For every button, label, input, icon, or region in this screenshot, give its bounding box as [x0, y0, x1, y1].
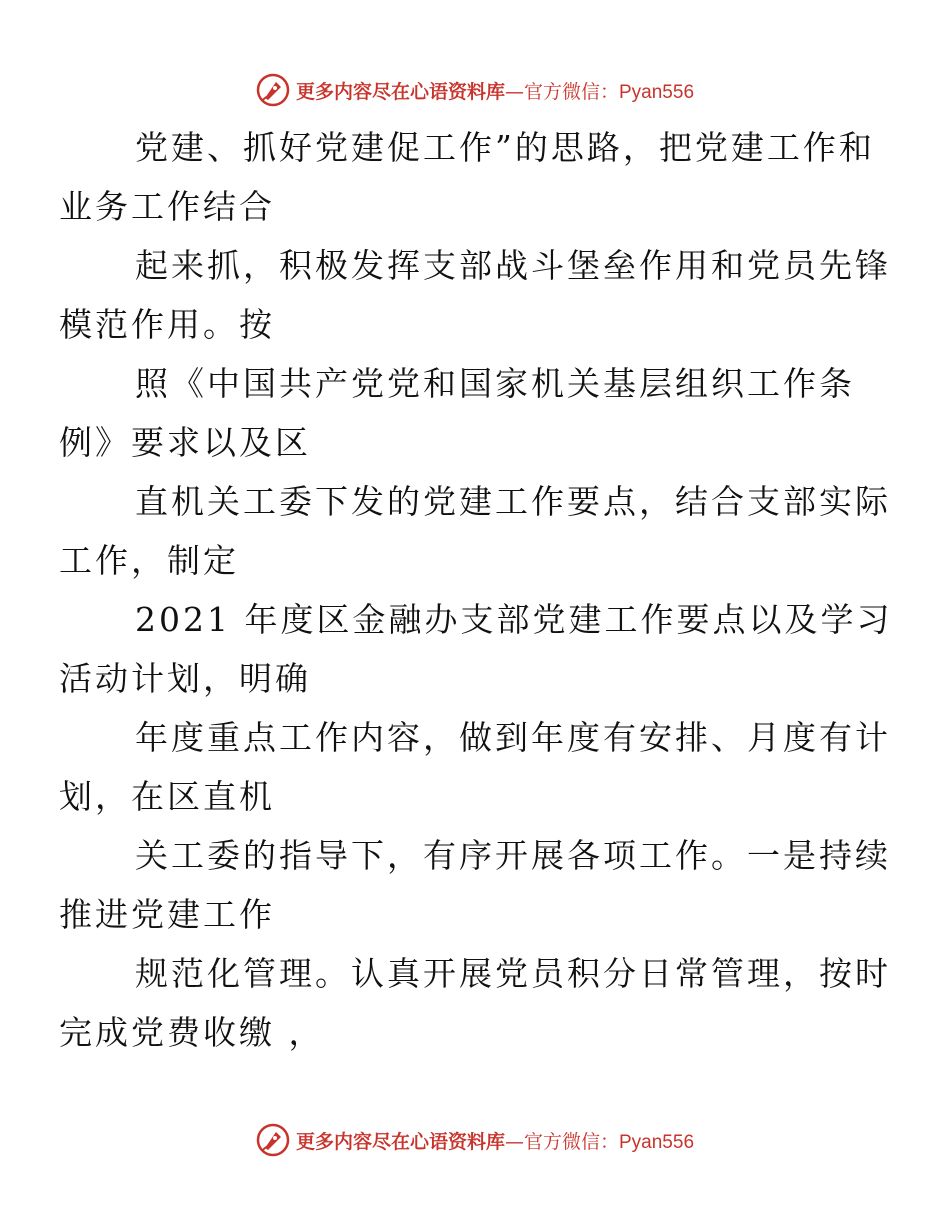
paragraph-line: 关工委的指导下，有序开展各项工作。一是持续 — [135, 836, 891, 875]
paragraph-line: 划，在区直机 — [59, 777, 275, 816]
document-body — [59, 118, 893, 1062]
pen-nib-logo-icon — [256, 1123, 290, 1157]
paragraph-line: 推进党建工作 — [59, 895, 275, 934]
banner-wechat-id: Pyan556 — [619, 1131, 695, 1153]
paragraph-line: 工作，制定 — [59, 541, 239, 580]
paragraph — [59, 354, 857, 472]
paragraph-line: 党建、抓好党建促工作”的思路，把党建工作和 — [135, 128, 875, 167]
banner-wechat-id: Pyan556 — [619, 81, 695, 103]
paragraph — [59, 590, 893, 708]
paragraph — [59, 236, 891, 354]
paragraph-line: 年度重点工作内容，做到年度有安排、月度有计 — [135, 718, 891, 757]
paragraph-line: 起来抓，积极发挥支部战斗堡垒作用和党员先锋 — [135, 246, 891, 285]
banner-main-text: 更多内容尽在心语资料库 — [295, 1130, 505, 1153]
banner-separator: — — [504, 1130, 524, 1153]
banner-wechat-label: 官方微信： — [523, 1130, 619, 1153]
paragraph-line: 规范化管理。认真开展党员积分日常管理，按时 — [135, 954, 891, 993]
header-banner-text — [296, 77, 694, 104]
paragraph-line: 模范作用。按 — [59, 305, 275, 344]
footer-banner — [0, 1120, 950, 1160]
pen-nib-logo-icon — [256, 73, 290, 107]
banner-main-text: 更多内容尽在心语资料库 — [295, 80, 505, 103]
paragraph-line: 业务工作结合 — [59, 187, 275, 226]
paragraph — [59, 826, 891, 944]
header-banner — [0, 70, 950, 110]
paragraph-line: 2021 年度区金融办支部党建工作要点以及学习 — [135, 600, 893, 639]
paragraph — [59, 944, 891, 1062]
paragraph-line: 完成党费收缴 ， — [59, 1013, 325, 1052]
paragraph — [59, 708, 891, 826]
banner-separator: — — [504, 80, 524, 103]
paragraph — [59, 118, 875, 236]
paragraph-line: 活动计划，明确 — [59, 659, 311, 698]
paragraph-line: 照《中国共产党党和国家机关基层组织工作条 — [135, 364, 855, 403]
banner-wechat-label: 官方微信： — [523, 80, 619, 103]
paragraph-line: 例》要求以及区 — [59, 423, 311, 462]
paragraph — [59, 472, 891, 590]
footer-banner-text — [296, 1127, 694, 1154]
paragraph-line: 直机关工委下发的党建工作要点，结合支部实际 — [135, 482, 891, 521]
